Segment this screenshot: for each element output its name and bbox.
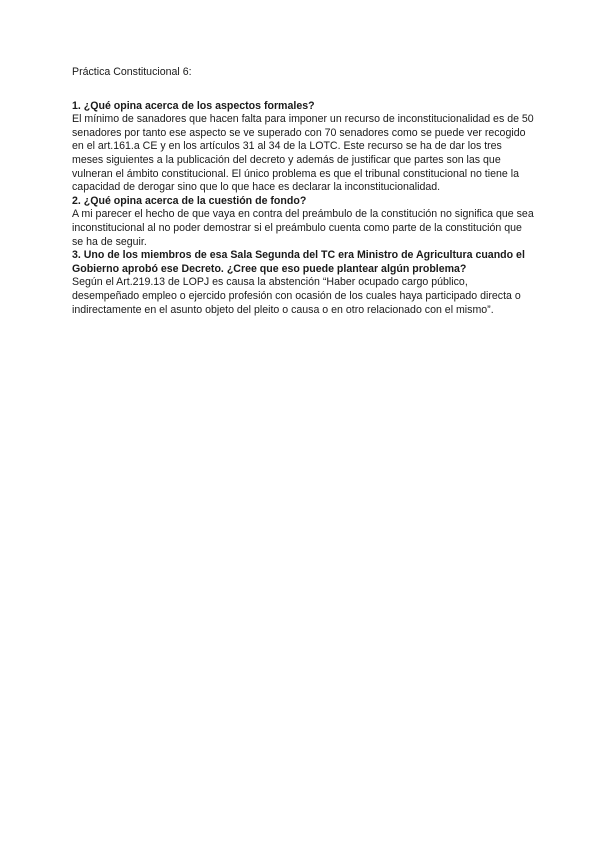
document-title: Práctica Constitucional 6: — [72, 66, 192, 78]
answer-2: A mi parecer el hecho de que vaya en contra del preámbulo de la constitución no significa que sea inconstitucional al no poder demostrar si el preámbulo cuenta como parte de la constitución que se ha de seguir. — [72, 208, 534, 248]
question-3: 3. Uno de los miembros de esa Sala Segunda del TC era Ministro de Agricultura cuando el Gobierno aprobó ese Decreto. ¿Cree que eso puede plantear algún problema? — [72, 249, 525, 275]
answer-1: El mínimo de sanadores que hacen falta para imponer un recurso de inconstitucionalidad es de 50 senadores por tanto ese aspecto se ve superado con 70 senadores como se puede ver recogido en el art.161.a CE y en los artículos 31 al 34 de la LOTC. Este recurso se ha de dar los tres meses siguientes a la publicación del decreto y además de justificar que partes son las que vulneran el ámbito constitucional. El único problema es que el tribunal constitucional no tiene la capacidad de derogar sino que lo que hace es declarar la inconstitucionalidad. — [72, 113, 534, 194]
document-body — [72, 66, 534, 317]
question-2: 2. ¿Qué opina acerca de la cuestión de fondo? — [72, 194, 307, 207]
question-1: 1. ¿Qué opina acerca de los aspectos formales? — [72, 99, 315, 112]
answer-3: Según el Art.219.13 de LOPJ es causa la abstención “Haber ocupado cargo público, desempeñado empleo o ejercido profesión con ocasión de los cuales haya participado directa o indirectamente en el asunto objeto del pleito o causa o en otro relacionado con el mismo”. — [72, 276, 521, 316]
